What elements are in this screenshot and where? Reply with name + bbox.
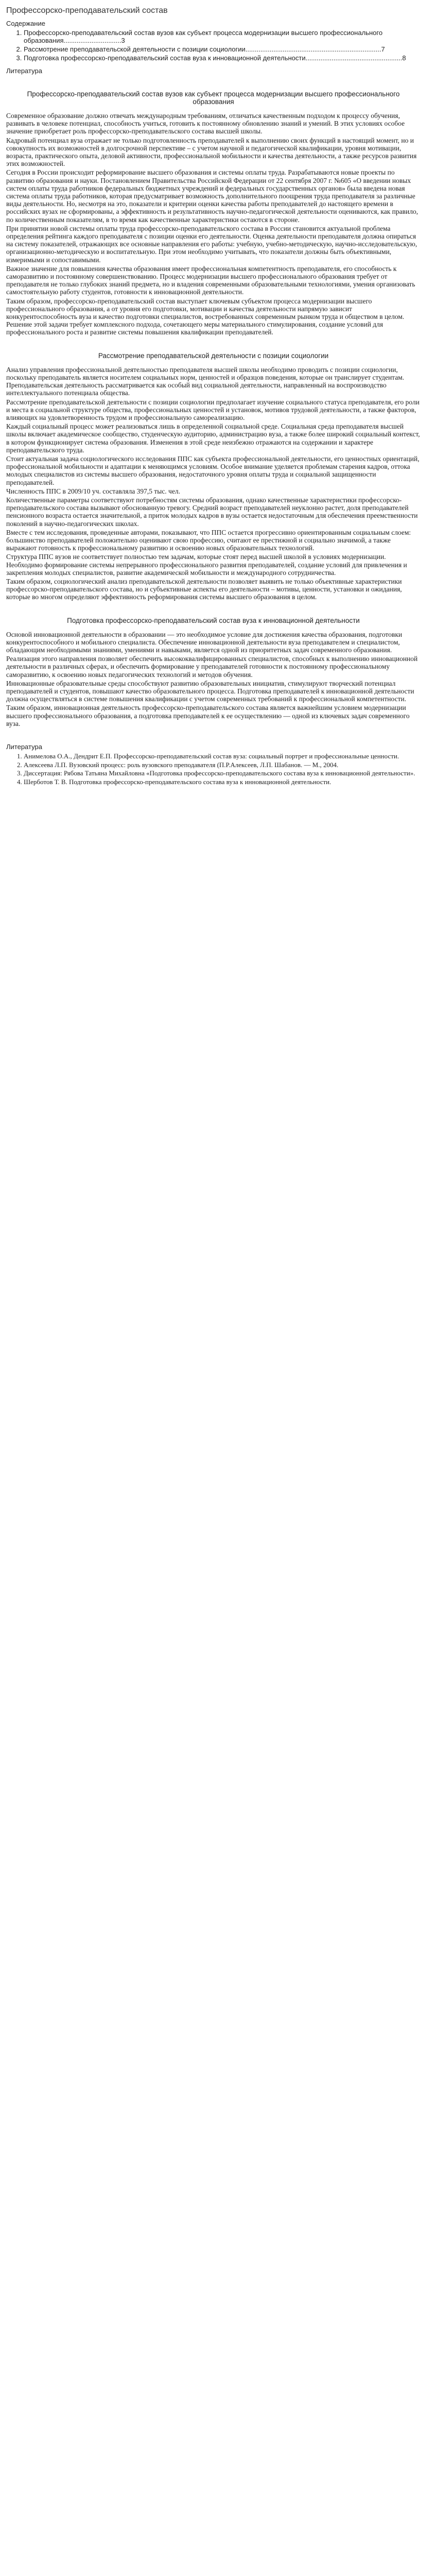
section-title: Подготовка профессорско-преподавательский состав вуза к инновационной деятельности	[67, 616, 360, 624]
toc-item[interactable]: 1. Профессорско-преподавательский состав вузов как субъект процесса модернизации высшего профессионального образования...............................3	[24, 29, 421, 44]
paragraph: Современное образование должно отвечать международным требованиям, отличаться качественным подходом к процессу обучения, развивать в человеке потенциал, способность учиться, готовить к постоянному обновлению знаний и умений. В этих условиях особое значение приобретает роль профессорско-преподавательского состава высшей школы.	[6, 112, 405, 135]
paragraph: Структура ППС вузов не соответствует полностью тем задачам, которые стоят перед высшей школой в условиях модернизации. Необходимо формирование системы непрерывного профессионального развития преподавателей, создание условий для привлечения и закрепления молодых специалистов, развитие академической мобильности и международного сотрудничества.	[6, 553, 407, 577]
paragraph: Количественные параметры соответствуют потребностям системы образования, однако качественные характеристики профессорско-преподавательского состава вызывают обоснованную тревогу. Средний возраст преподавателей неуклонно растет, доля преподавателей пенсионного возраста остается значительной, а приток молодых кадров в вузы остается недостаточным для обеспечения преемственности поколений в научно-педагогических школах.	[6, 496, 418, 528]
toc-literature-link[interactable]: Литература	[6, 67, 42, 75]
reference-item: 4. Шерботов Т. В. Подготовка профессорско-преподавательского состава вуза к инновационной деятельности.	[24, 778, 421, 786]
paragraph: Вместе с тем исследования, проведенные авторами, показывают, что ППС остается прогрессивно ориентированным социальным слоем: большинство преподавателей положительно оценивают свою профессию, считают ее престижной и социально значимой, а также выражают готовность к профессиональному развитию и освоению новых образовательных технологий.	[6, 528, 411, 552]
paragraph: Важное значение для повышения качества образования имеет профессиональная компетентность преподавателя, его способность к саморазвитию и постоянному совершенствованию. Процесс модернизации высшего профессионального образования требует от преподавателя не только глубоких знаний предмета, но и владения современными образовательными технологиями, умения организовать самостоятельную работу студентов, готовности к инновационной деятельности.	[6, 264, 415, 296]
toc-label: Содержание	[6, 20, 45, 27]
paragraph: Численность ППС в 2009/10 уч. составляла 397,5 тыс. чел.	[6, 487, 180, 495]
reference-item: 1. Анимелова О.А., Дендрит Е.П. Профессорско-преподавательский состав вуза: социальный портрет и профессиональные ценности.	[24, 753, 421, 760]
section-1	[6, 90, 421, 336]
paragraph: Кадровый потенциал вуза отражает не только подготовленность преподавателей к выполнению своих функций в настоящий момент, но и совокупность их возможностей в долгосрочной перспективе – с учетом научной и педагогической квалификации, уровня мотивации, возраста, практического опыта, деловой активности, профессиональной мобильности и качества деятельности, а также ресурсов развития этих возможностей.	[6, 136, 417, 168]
paragraph: Стоит актуальная задача социологического исследования ППС как субъекта профессиональной деятельности, его ценностных ориентаций, профессиональной мобильности и адаптации к меняющимся условиям. Особое внимание уделяется проблемам старения кадров, оттока молодых специалистов из системы высшего образования, недостаточного уровня оплаты труда и социальной защищенности преподавателей.	[6, 454, 420, 486]
references	[6, 743, 421, 786]
toc-item[interactable]: 3. Подготовка профессорско-преподавательский состав вуза к инновационной деятельности....................................................8	[24, 54, 421, 62]
section-title: Профессорско-преподавательский состав вузов как субъект процесса модернизации высшего профессионального образования	[27, 90, 400, 106]
page-title: Профессорско-преподавательский состав	[6, 6, 168, 15]
references-list	[6, 753, 421, 786]
reference-item: 2. Алексеева Л.П. Вузовский процесс: роль вузовского преподавателя (П.Р.Алексеев, Л.П. Шабанов. — М., 2004.	[24, 761, 421, 769]
section-2	[6, 352, 421, 601]
paragraph: Таким образом, инновационная деятельность профессорско-преподавательского состава является важнейшим условием модернизации высшего профессионального образования, а подготовка преподавателей к ее осуществлению — одной из ключевых задач современного вуза.	[6, 704, 410, 727]
paragraph: Основой инновационной деятельности в образовании — это необходимое условие для достижения качества образования, подготовки конкурентоспособного и мобильного специалиста. Обеспечение инновационной деятельности вуза преподавателем и специалистом, обладающим необходимыми знаниями, умениями и навыками, является одной из приоритетных задач современного образования.	[6, 630, 403, 654]
paragraph: Таким образом, профессорско-преподавательский состав выступает ключевым субъектом процесса модернизации высшего профессионального образования, а от уровня его подготовки, мотивации и качества деятельности напрямую зависит конкурентоспособность вуза и качество подготовки специалистов, востребованных современным рынком труда и обществом в целом. Решение этой задачи требует комплексного подхода, сочетающего меры материального стимулирования, создание условий для профессионального роста и развитие системы повышения квалификации преподавателей.	[6, 297, 405, 336]
reference-item: 3. Диссертация: Рябова Татьяна Михайловна «Подготовка профессорско-преподавательского состава вуза к инновационной деятельности».	[24, 770, 421, 777]
paragraph: Инновационные образовательные среды способствуют развитию образовательных инициатив, стимулируют творческий потенциал преподавателей и студентов, повышают качество образовательного процесса. Подготовка преподавателей к инновационной деятельности должна осуществляться в системе повышения квалификации с учетом современных требований к профессиональной компетентности.	[6, 679, 414, 703]
paragraph: Сегодня в России происходит реформирование высшего образования и системы оплаты труда. Разрабатываются новые проекты по развитию образования и науки. Постановлением Правительства Российской Федерации от 22 сентября 2007 г. №605 «О введении новых систем оплаты труда работников федеральных бюджетных учреждений и федеральных государственных органов» была введена новая система оплаты труда работников, которая предусматривает возможность дополнительного поощрения труда преподавателя за различные виды деятельности. Но, несмотря на это, показатели и критерии оценки качества работы преподавателей до настоящего времени в российских вузах не сформированы, а эффективность и результативность научно-педагогической деятельности оцениваются, как правило, по количественным показателям, в то время как качественные характеристики остаются в стороне.	[6, 168, 418, 224]
section-3	[6, 617, 421, 727]
paragraph: Каждый социальный процесс может реализоваться лишь в определенной социальной среде. Социальная среда преподавателя высшей школы включает академическое сообщество, студенческую аудиторию, администрацию вуза, а также более широкий социальный контекст, в котором функционирует система образования. Изменения в этой среде неизбежно отражаются на содержании и характере преподавательского труда.	[6, 422, 420, 454]
paragraph: Таким образом, социологический анализ преподавательской деятельности позволяет выявить не только объективные характеристики профессорско-преподавательского состава, но и субъективные аспекты его деятельности – мотивы, ценности, установки и ожидания, которые во многом определяют эффективность реформирования системы высшего образования в целом.	[6, 577, 402, 601]
section-title: Рассмотрение преподавательской деятельности с позиции социологии	[98, 351, 329, 360]
references-label: Литература	[6, 743, 42, 751]
toc-item[interactable]: 2. Рассмотрение преподавательской деятельности с позиции социологии.........................................................................7	[24, 45, 421, 53]
paragraph: Реализация этого направления позволяет обеспечить высококвалифицированных специалистов, способных к выполнению инновационной деятельности в различных сферах, и обеспечить формирование у преподавателей готовности к постоянному профессиональному саморазвитию, к освоению новых педагогических технологий и методов обучения.	[6, 655, 418, 679]
paragraph: Рассмотрение преподавательской деятельности с позиции социологии предполагает изучение социального статуса преподавателя, его роли и места в социальной структуре общества, профессиональных ценностей и установок, мотивов трудовой деятельности, а также факторов, влияющих на удовлетворенность трудом и профессиональную самореализацию.	[6, 398, 420, 421]
paragraph: Анализ управления профессиональной деятельностью преподавателя высшей школы необходимо проводить с позиции социологии, поскольку преподаватель является носителем социальных норм, ценностей и образцов поведения, которые он транслирует студентам. Преподавательская деятельность рассматривается как особый вид социальной деятельности, направленный на воспроизводство интеллектуального потенциала общества.	[6, 365, 405, 397]
table-of-contents	[6, 29, 421, 62]
paragraph: При принятии новой системы оплаты труда профессорско-преподавательского состава в России становится актуальной проблема определения рейтинга каждого преподавателя с позиции оценки его деятельности. Оценка деятельности преподавателя должна опираться на систему показателей, отражающих все основные направления его работы: учебную, учебно-методическую, научно-исследовательскую, организационно-методическую и воспитательную. При этом необходимо учитывать, что показатели должны быть объективными, измеримыми и сопоставимыми.	[6, 224, 417, 264]
